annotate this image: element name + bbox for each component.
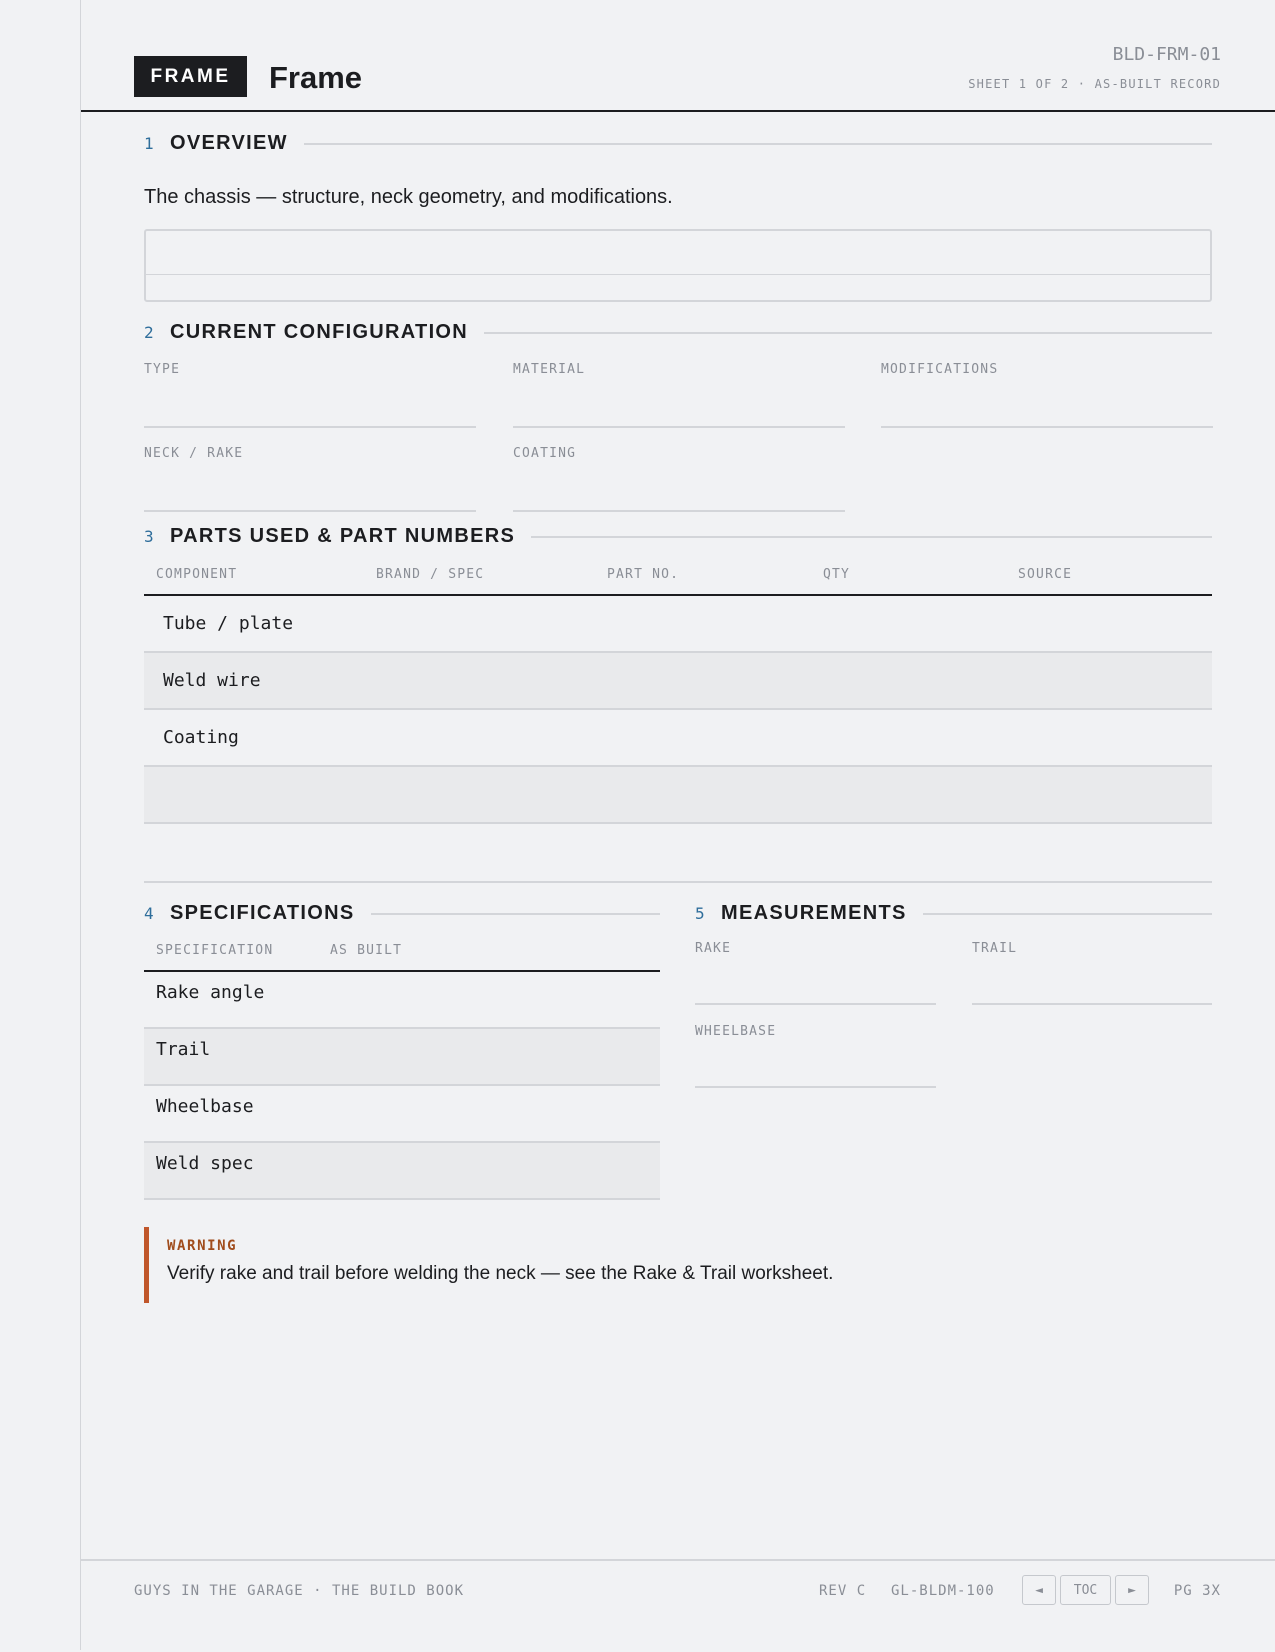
section-number: 3 [144, 527, 154, 546]
config-material-field [513, 362, 845, 428]
table-header [144, 942, 660, 972]
table-header [144, 566, 1212, 596]
column-header: COMPONENT [156, 567, 238, 582]
prev-page-button[interactable] [1022, 1575, 1056, 1605]
field-label: MODIFICATIONS [881, 362, 999, 377]
chevron-right-icon: ► [1128, 1582, 1136, 1598]
column-header: AS BUILT [330, 943, 403, 958]
warning-text: Verify rake and trail before welding the neck — see the Rake & Trail worksheet. [167, 1263, 834, 1284]
spec-cell: Weld spec [156, 1153, 254, 1174]
section-divider [144, 881, 1212, 883]
wheelbase-input[interactable] [695, 1058, 936, 1088]
revision-label: REV C [819, 1583, 867, 1599]
field-label: RAKE [695, 941, 732, 956]
table-row[interactable] [144, 596, 1212, 653]
rake-input[interactable] [695, 975, 936, 1005]
type-input[interactable] [144, 398, 476, 428]
document-code: GL-BLDM-100 [891, 1583, 995, 1599]
table-row[interactable] [144, 1143, 660, 1200]
section-title: SPECIFICATIONS [170, 902, 355, 924]
column-header: QTY [823, 567, 851, 582]
measure-trail-field [972, 941, 1212, 1005]
modifications-input[interactable] [881, 398, 1213, 428]
section-rule [923, 913, 1212, 915]
page [81, 0, 1275, 1650]
section-title: MEASUREMENTS [721, 902, 907, 924]
section-title: PARTS USED & PART NUMBERS [170, 525, 516, 547]
table-row[interactable] [144, 972, 660, 1029]
page-footer [81, 1559, 1275, 1652]
specs-table [144, 942, 660, 1200]
section-rule [531, 536, 1212, 538]
component-cell: Tube / plate [163, 613, 294, 634]
column-header: SPECIFICATION [156, 943, 274, 958]
section-number: 4 [144, 904, 154, 923]
section-rule [371, 913, 660, 915]
field-label: NECK / RAKE [144, 446, 244, 461]
section-number: 1 [144, 134, 154, 153]
field-label: TRAIL [972, 941, 1018, 956]
material-input[interactable] [513, 398, 845, 428]
parts-table [144, 566, 1212, 824]
section-specs-header [144, 902, 660, 925]
section-number: 2 [144, 323, 154, 342]
config-neck-rake-field [144, 446, 476, 512]
warning-callout [144, 1227, 1212, 1303]
page-title: Frame [269, 60, 363, 95]
page-header [81, 0, 1275, 112]
trail-input[interactable] [972, 975, 1212, 1005]
chevron-left-icon: ◄ [1035, 1582, 1043, 1598]
section-number: 5 [695, 904, 705, 923]
table-row[interactable] [144, 710, 1212, 767]
column-header: BRAND / SPEC [376, 567, 485, 582]
section-title: OVERVIEW [170, 132, 288, 154]
spec-cell: Wheelbase [156, 1096, 254, 1117]
field-label: TYPE [144, 362, 181, 377]
table-row[interactable] [144, 653, 1212, 710]
next-page-button[interactable] [1115, 1575, 1149, 1605]
page-number: PG 3X [1173, 1583, 1221, 1599]
measure-wheelbase-field [695, 1024, 936, 1088]
config-type-field [144, 362, 476, 428]
config-coating-field [513, 446, 845, 512]
section-parts-header [144, 525, 1212, 548]
overview-text: The chassis — structure, neck geometry, and modifications. [144, 186, 673, 208]
section-rule [304, 143, 1212, 145]
table-row[interactable] [144, 1029, 660, 1086]
component-cell: Weld wire [163, 670, 261, 691]
toc-button[interactable]: TOC [1060, 1575, 1111, 1605]
doc-id: BLD-FRM-01 [1112, 44, 1221, 65]
spec-cell: Trail [156, 1039, 211, 1060]
left-gutter [0, 0, 81, 1650]
table-row[interactable] [144, 1086, 660, 1143]
sheet-label: SHEET 1 OF 2 · AS-BUILT RECORD [968, 77, 1221, 91]
overview-notes-field[interactable] [144, 229, 1212, 302]
measure-rake-field [695, 941, 936, 1005]
section-rule [484, 332, 1212, 334]
neck-rake-input[interactable] [144, 482, 476, 512]
warning-label: WARNING [167, 1238, 238, 1254]
section-overview-header [144, 132, 1212, 155]
column-header: SOURCE [1018, 567, 1073, 582]
column-header: PART NO. [607, 567, 680, 582]
section-title: CURRENT CONFIGURATION [170, 321, 469, 343]
config-modifications-field [881, 362, 1213, 428]
footer-book-title: GUYS IN THE GARAGE · THE BUILD BOOK [134, 1583, 465, 1599]
notes-line [146, 274, 1210, 275]
section-measurements-header [695, 902, 1212, 925]
field-label: WHEELBASE [695, 1024, 777, 1039]
component-cell: Coating [163, 727, 239, 748]
spec-cell: Rake angle [156, 982, 265, 1003]
section-config-header [144, 321, 1212, 344]
coating-input[interactable] [513, 482, 845, 512]
field-label: COATING [513, 446, 577, 461]
field-label: MATERIAL [513, 362, 586, 377]
section-badge: FRAME [134, 56, 247, 97]
table-row[interactable] [144, 767, 1212, 824]
